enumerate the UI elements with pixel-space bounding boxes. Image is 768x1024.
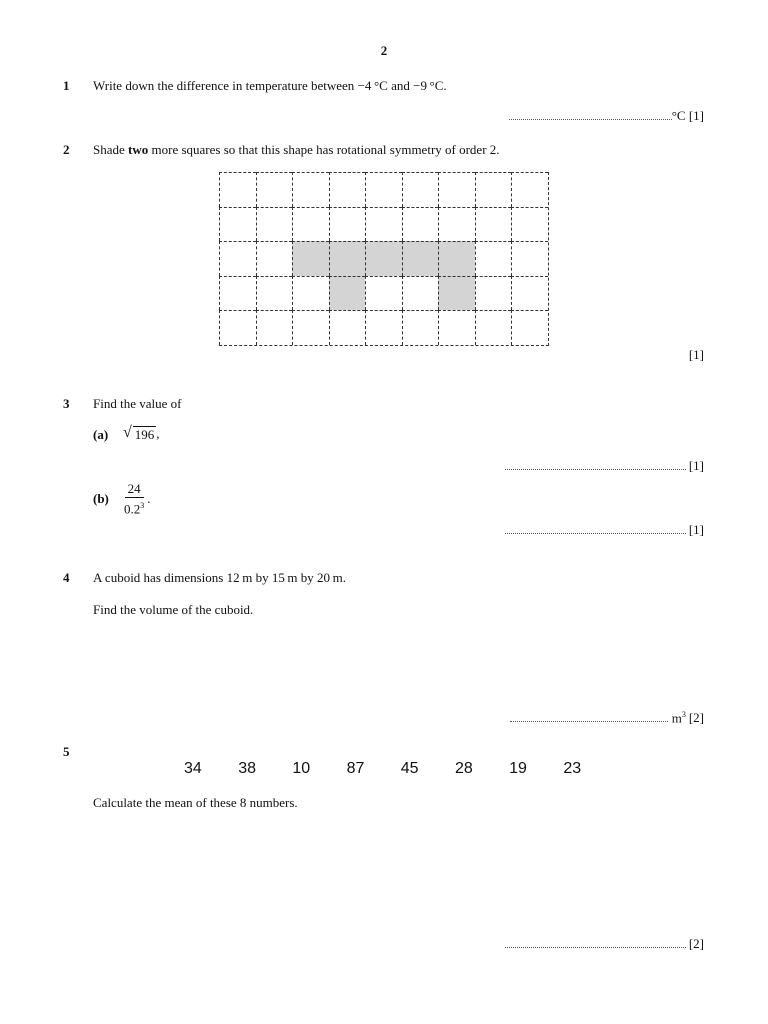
part-b-answer-line[interactable] (505, 522, 704, 538)
part-a-trailing: , (156, 425, 160, 441)
number-item: 28 (454, 760, 473, 777)
question-4-unit (672, 710, 686, 726)
answer-dotted-line (505, 532, 686, 534)
grid-square[interactable] (402, 172, 439, 207)
grid-square[interactable] (365, 310, 402, 345)
grid-square[interactable] (511, 310, 548, 345)
grid-square[interactable] (256, 207, 293, 242)
question-4-marks: [2] (688, 710, 704, 726)
grid-square[interactable] (438, 207, 475, 242)
part-a-label: (a) (93, 427, 109, 442)
grid-square[interactable] (511, 276, 548, 311)
fraction-numerator: 24 (125, 482, 144, 498)
question-5-number: 5 (63, 744, 70, 759)
unit-exponent: 3 (681, 710, 686, 719)
question-2-number: 2 (63, 142, 70, 157)
grid-square[interactable] (511, 172, 548, 207)
answer-dotted-line (509, 118, 672, 120)
grid-square[interactable] (256, 310, 293, 345)
grid-square-shaded[interactable] (402, 241, 439, 276)
question-1-number: 1 (63, 78, 70, 93)
grid-square[interactable] (438, 172, 475, 207)
grid-square[interactable] (219, 207, 256, 242)
denominator-exponent: 3 (140, 501, 145, 510)
grid-square[interactable] (475, 207, 512, 242)
number-item: 23 (563, 760, 582, 777)
answer-dotted-line (505, 468, 686, 470)
grid-square[interactable] (256, 241, 293, 276)
grid-square[interactable] (329, 207, 366, 242)
number-item: 34 (184, 760, 202, 777)
part-b-marks: [1] (688, 522, 704, 537)
grid-square[interactable] (402, 276, 439, 311)
number-item: 19 (509, 760, 527, 777)
question-1-unit-marks: °C [1] (671, 108, 704, 123)
grid-square[interactable] (329, 310, 366, 345)
question-5-text: Calculate the mean of these 8 numbers. (93, 795, 298, 810)
part-b-label: (b) (93, 491, 109, 506)
part-b-expression (121, 482, 151, 516)
question-4-answer-line[interactable] (510, 710, 704, 726)
square-root (123, 425, 156, 442)
question-4-text2: Find the volume of the cuboid. (93, 602, 254, 617)
grid-square[interactable] (292, 172, 329, 207)
question-1-answer-line[interactable] (509, 108, 704, 124)
grid-square[interactable] (511, 241, 548, 276)
grid-square[interactable] (219, 310, 256, 345)
question-1-text: Write down the difference in temperature between −4 °C and −9 °C. (93, 78, 447, 93)
part-a-answer-line[interactable] (505, 458, 704, 474)
grid-square[interactable] (219, 172, 256, 207)
grid-square[interactable] (402, 207, 439, 242)
grid-square[interactable] (256, 172, 293, 207)
question-4-text: A cuboid has dimensions 12 m by 15 m by 20 m. (93, 570, 346, 585)
number-item: 38 (238, 760, 256, 777)
grid-square[interactable] (438, 310, 475, 345)
grid-square[interactable] (292, 276, 329, 311)
part-b-trailing: . (147, 491, 151, 507)
fraction (121, 482, 147, 516)
grid-square[interactable] (292, 207, 329, 242)
radical-sign-icon: √ (123, 424, 132, 441)
question-4-number: 4 (63, 570, 70, 585)
question-2-text-bold: two (128, 142, 149, 157)
question-5-answer-line[interactable] (505, 936, 704, 952)
grid-square[interactable] (219, 241, 256, 276)
part-a-marks: [1] (688, 458, 704, 473)
grid-square[interactable] (219, 276, 256, 311)
grid-square[interactable] (256, 276, 293, 311)
grid-square-shaded[interactable] (365, 241, 402, 276)
question-5-marks: [2] (688, 936, 704, 951)
question-2-text (93, 142, 500, 158)
grid-square-shaded[interactable] (438, 276, 475, 311)
number-item: 45 (400, 760, 419, 777)
question-3-number: 3 (63, 396, 70, 411)
grid-square[interactable] (511, 207, 548, 242)
grid-square[interactable] (329, 172, 366, 207)
grid-square[interactable] (365, 276, 402, 311)
number-item: 87 (346, 760, 365, 777)
number-list (184, 760, 618, 778)
grid-square[interactable] (365, 207, 402, 242)
question-2-marks: [1] (688, 347, 704, 362)
grid-square[interactable] (475, 276, 512, 311)
shading-grid[interactable] (219, 172, 549, 346)
question-2-text-after: more squares so that this shape has rotational symmetry of order 2. (148, 142, 500, 157)
part-a-expression (123, 425, 160, 442)
radicand: 196 (134, 427, 155, 442)
grid-square-shaded[interactable] (438, 241, 475, 276)
question-3-text: Find the value of (93, 396, 182, 411)
grid-square[interactable] (292, 310, 329, 345)
grid-square[interactable] (365, 172, 402, 207)
answer-dotted-line (510, 720, 668, 722)
grid-square-shaded[interactable] (329, 276, 366, 311)
number-item: 10 (292, 760, 311, 777)
grid-square[interactable] (475, 172, 512, 207)
grid-square[interactable] (402, 310, 439, 345)
denominator-base: 0.2 (124, 501, 141, 517)
question-2-text-before: Shade (93, 142, 129, 157)
answer-dotted-line (505, 946, 686, 948)
unit-base: m (671, 710, 682, 726)
grid-square[interactable] (475, 310, 512, 345)
page-number: 2 (380, 43, 388, 58)
fraction-denominator (121, 498, 147, 516)
grid-square-shaded[interactable] (292, 241, 329, 276)
grid-square[interactable] (475, 241, 512, 276)
grid-square-shaded[interactable] (329, 241, 366, 276)
